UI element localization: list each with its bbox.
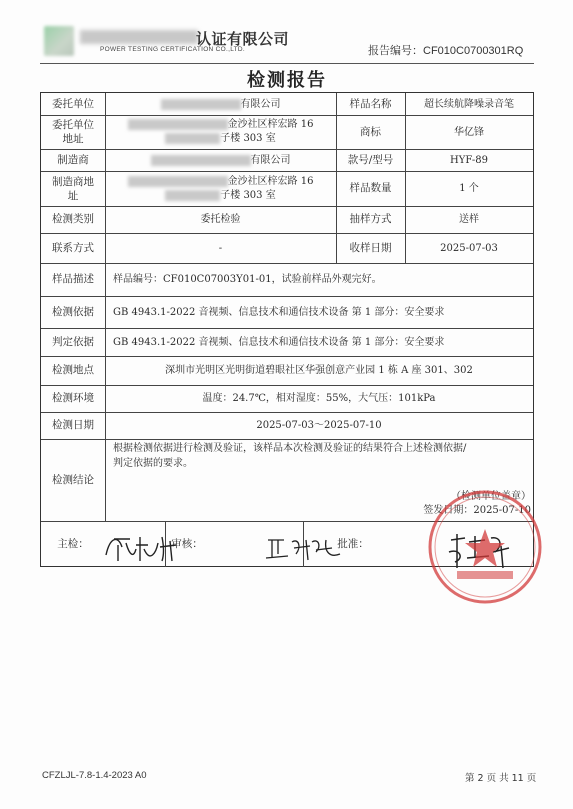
- redacted-company-prefix: [80, 30, 198, 44]
- environment-label: 检测环境: [52, 392, 94, 404]
- sampling-value: 送样: [459, 214, 479, 225]
- basis-value: GB 4943.1-2022 音视频、信息技术和通信技术设备 第 1 部分：安全要求: [113, 306, 445, 318]
- quantity-label: 样品数量: [349, 182, 392, 194]
- issue-date: 签发日期：2025-07-10: [423, 504, 531, 516]
- reviewer-signature: [262, 532, 352, 567]
- manufacturer-value: 有限公司: [105, 149, 336, 171]
- manufacturer-label: 制造商: [57, 153, 89, 166]
- company-name: 认证有限公司: [196, 30, 290, 48]
- report-number: 报告编号：CF010C0700301RQ: [368, 45, 524, 57]
- sample-name-value: 超长续航降噪录音笔: [424, 98, 514, 110]
- page-indicator: 第 2 页 共 11 页: [465, 773, 537, 784]
- sample-name-label: 样品名称: [349, 97, 392, 110]
- model-value: HYF-89: [450, 154, 488, 166]
- trademark-value: 华亿锋: [454, 126, 484, 138]
- quantity-value: 1 个: [459, 183, 479, 194]
- receive-date-label: 收样日期: [349, 241, 392, 254]
- stamp-note: （检测单位盖章）: [451, 490, 531, 502]
- test-date-value: 2025-07-03～2025-07-10: [256, 420, 382, 431]
- header-divider: [40, 63, 534, 64]
- red-seal-stamp: [425, 487, 545, 607]
- client-label: 委托单位: [52, 97, 94, 110]
- trademark-label: 商标: [360, 125, 381, 138]
- judge-value: GB 4943.1-2022 音视频、信息技术和通信技术设备 第 1 部分：安全要求: [113, 336, 445, 348]
- approver-label: 批准：: [337, 537, 369, 550]
- redacted-text: [161, 99, 241, 110]
- reviewer-label: 审核：: [171, 537, 203, 550]
- receive-date-value: 2025-07-03: [440, 242, 498, 254]
- client-value: 有限公司: [105, 93, 336, 115]
- sampling-label: 抽样方式: [349, 213, 392, 225]
- manufacturer-address-value: 金沙社区梓宏路 16 子楼 303 室: [105, 171, 336, 206]
- test-type-label: 检测类别: [52, 213, 94, 225]
- basis-label: 检测依据: [52, 305, 94, 318]
- judge-label: 判定依据: [52, 335, 94, 348]
- location-label: 检测地点: [52, 364, 94, 376]
- test-type-value: 委托检验: [200, 214, 241, 225]
- client-address-value: 金沙社区梓宏路 16 子楼 303 室: [105, 115, 336, 149]
- test-date-label: 检测日期: [52, 419, 94, 431]
- main-inspector-label: 主检：: [57, 537, 89, 550]
- company-logo: [44, 26, 74, 56]
- environment-value: 温度：24.7℃，相对湿度：55%，大气压：101kPa: [202, 393, 436, 404]
- page-title: 检测报告: [247, 70, 327, 91]
- client-address-label: 委托单位地址: [52, 119, 94, 145]
- conclusion-text: 根据检测依据进行检测及验证，该样品本次检测及验证的结果符合上述检测依据/ 判定依据的要求。: [113, 443, 467, 469]
- contact-value: -: [218, 242, 223, 254]
- sample-desc-value: 样品编号：CF010C07003Y01-01，试验前样品外观完好。: [113, 274, 382, 285]
- document-code: CFZLJL-7.8-1.4-2023 A0: [42, 770, 147, 781]
- conclusion-label: 检测结论: [52, 473, 94, 486]
- contact-label: 联系方式: [52, 241, 94, 254]
- company-english-name: POWER TESTING CERTIFICATION CO.,LTD.: [100, 46, 246, 53]
- main-inspector-signature: [100, 527, 190, 567]
- location-value: 深圳市光明区光明街道碧眼社区华强创意产业园 1 栋 A 座 301、302: [165, 365, 473, 376]
- model-label: 款号/型号: [347, 153, 394, 166]
- sample-desc-label: 样品描述: [52, 273, 94, 285]
- manufacturer-address-label: 制造商地址: [52, 175, 94, 202]
